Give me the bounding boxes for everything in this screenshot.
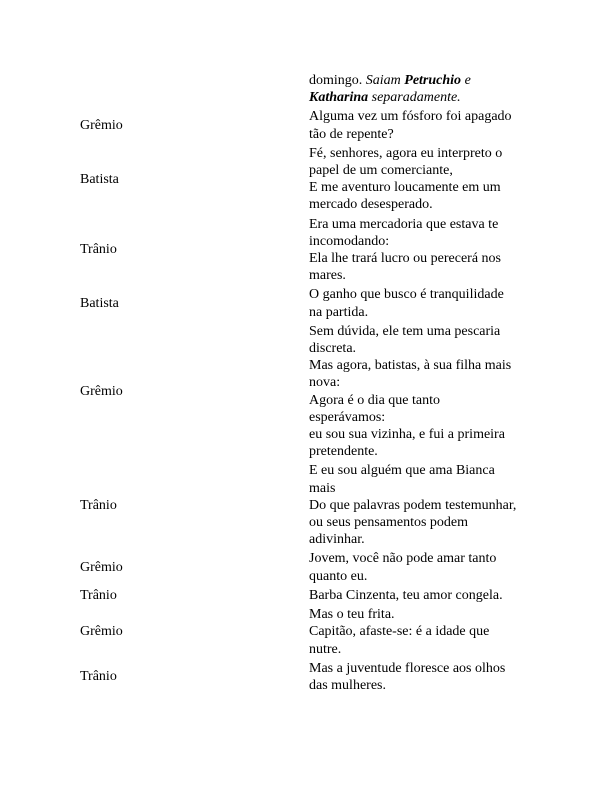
speech-line: discreta. <box>309 341 357 357</box>
speech-lines <box>309 144 535 215</box>
speaker-name: Batista <box>80 296 119 312</box>
dialogue-row <box>75 461 535 549</box>
speaker-name: Grêmio <box>80 384 123 400</box>
speech-line: adivinhar. <box>309 532 365 548</box>
speech-line: pretendente. <box>309 444 378 460</box>
speech-line: nova: <box>309 375 341 391</box>
speech-line: Mas a juventude floresce aos olhos <box>309 660 506 676</box>
dialogue-row <box>75 659 535 695</box>
speech-line: na partida. <box>309 304 369 320</box>
speaker-name: Trânio <box>80 497 117 513</box>
dialogue-row <box>75 549 535 585</box>
dialogue-row <box>75 285 535 321</box>
speaker-name: Trânio <box>80 242 117 258</box>
speech-line: incomodando: <box>309 233 390 249</box>
speech-line: Ela lhe trará lucro ou perecerá nos <box>309 251 502 267</box>
character-name-katharina: Katharina <box>309 90 369 106</box>
speech-lines <box>309 659 535 695</box>
speech-line: tão de repente? <box>309 126 394 142</box>
speech-lines <box>309 605 535 659</box>
speaker-name: Grêmio <box>80 118 123 133</box>
speaker-name: Trânio <box>80 587 117 603</box>
speech-line: esperávamos: <box>309 409 386 425</box>
speech-line: Capitão, afaste-se: é a idade que <box>309 624 490 640</box>
speech-line: Mas o teu frita. <box>309 607 395 623</box>
speech-line: Agora é o dia que tanto <box>309 392 441 408</box>
speech-line: Jovem, você não pode amar tanto <box>309 551 497 567</box>
speech-lines <box>309 549 535 585</box>
speech-line: Alguma vez um fósforo foi apagado <box>309 109 512 125</box>
dialogue-row-direction <box>75 71 535 107</box>
speech-line: Mas agora, batistas, à sua filha mais <box>309 358 512 374</box>
speaker-name: Grêmio <box>80 624 123 640</box>
dialogue-body <box>75 71 535 695</box>
speech-line: quanto eu. <box>309 568 368 584</box>
direction-post: separadamente. <box>368 90 461 106</box>
dialogue-row <box>75 605 535 659</box>
speech-line: Barba Cinzenta, teu amor congela. <box>309 587 503 603</box>
speech-lines <box>309 285 535 321</box>
dialogue-row <box>75 586 535 605</box>
speech-line: Sem dúvida, ele tem uma pescaria <box>309 323 501 339</box>
speech-line: Era uma mercadoria que estava te <box>309 216 499 232</box>
speech-line: E me aventuro loucamente em um <box>309 180 501 196</box>
character-name-petruchio: Petruchio <box>404 73 462 88</box>
speech-lines <box>309 461 535 549</box>
dialogue-row <box>75 144 535 215</box>
speech-line: eu sou sua vizinha, e fui a primeira <box>309 427 505 443</box>
speech-lines <box>309 322 535 462</box>
speech-line: mares. <box>309 268 346 284</box>
dialogue-row <box>75 107 535 143</box>
speech-lines <box>309 107 535 143</box>
speaker-cell <box>75 71 309 107</box>
speech-line: ou seus pensamentos podem <box>309 515 469 531</box>
speaker-name: Batista <box>80 171 119 187</box>
speech-lines <box>309 586 535 605</box>
speech-line: das mulheres. <box>309 677 386 693</box>
speech-line: papel de um comerciante, <box>309 163 453 179</box>
speech-line: Do que palavras podem testemunhar, <box>309 497 517 513</box>
speech-line: mercado desesperado. <box>309 197 433 213</box>
speech-lines <box>309 215 535 286</box>
direction-pre: domingo. <box>309 73 366 88</box>
speech-line: O ganho que busco é tranquilidade <box>309 287 504 303</box>
dialogue-table <box>75 71 535 695</box>
speaker-name: Trânio <box>80 669 117 685</box>
direction-verb: Saiam <box>365 73 405 88</box>
speech-line: nutre. <box>309 641 342 657</box>
stage-direction <box>309 71 535 107</box>
speech-line: E eu sou alguém que ama Bianca <box>309 463 495 479</box>
speech-line: Fé, senhores, agora eu interpreto o <box>309 145 503 161</box>
dialogue-row <box>75 215 535 286</box>
speech-line: mais <box>309 480 336 496</box>
direction-conjunction: e <box>461 73 471 88</box>
dialogue-row <box>75 322 535 462</box>
speaker-name: Grêmio <box>80 560 123 576</box>
